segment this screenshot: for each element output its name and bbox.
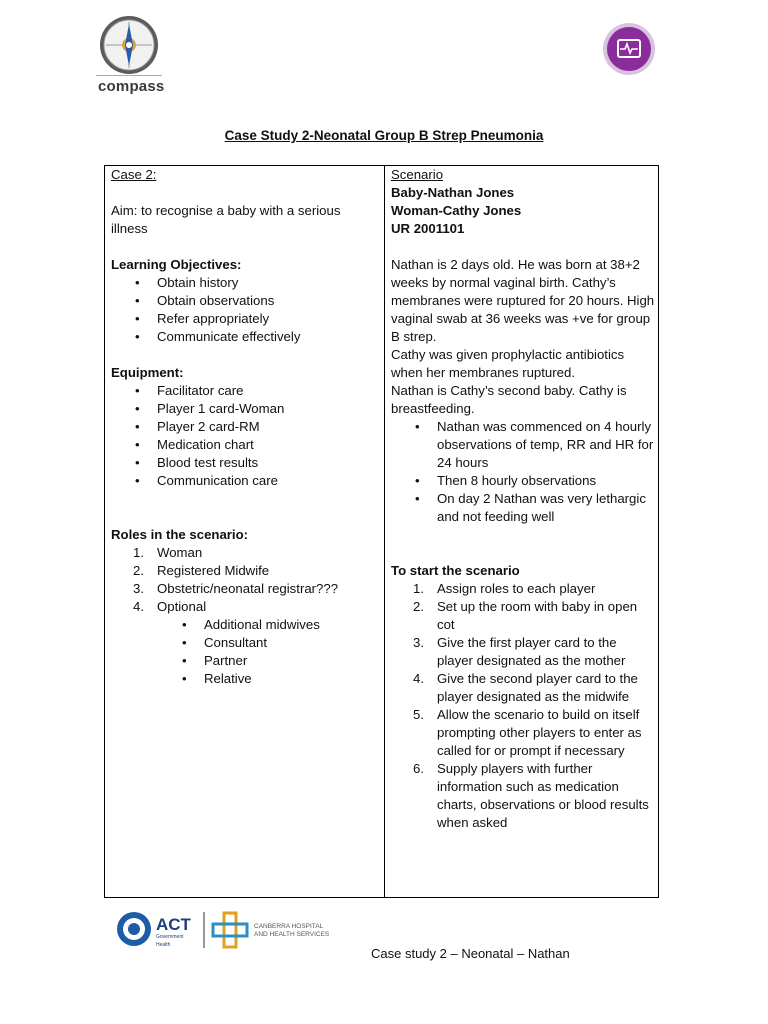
case-table <box>104 165 659 898</box>
list-item: 3. Obstetric/neonatal registrar??? <box>133 581 339 596</box>
list-item: • Partner <box>111 652 379 670</box>
list-item: • Nathan was commenced on 4 hourly observations of temp, RR and HR for 24 hours <box>391 418 656 472</box>
scenario-paragraph: Cathy was given prophylactic antibiotics when her membranes ruptured. <box>391 347 625 380</box>
list-item: 6. Supply players with further information such as medication charts, observations or blood results when asked <box>413 761 649 830</box>
list-item: • Then 8 hourly observations <box>391 472 656 490</box>
right-column <box>391 166 656 832</box>
list-item: 2. Set up the room with baby in open cot <box>413 599 638 632</box>
list-item: 4. Optional <box>133 599 207 614</box>
list-item: • Relative <box>111 670 379 688</box>
scenario-bullets <box>391 418 656 526</box>
scenario-paragraph: Nathan is 2 days old. He was born at 38+2 weeks by normal vaginal birth. Cathy’s membranes were ruptured for 20 hours. High vaginal swab at 36 weeks was +ve for group B strep. <box>391 257 655 344</box>
svg-text:Government: Government <box>156 934 184 940</box>
svg-text:CANBERRA HOSPITAL: CANBERRA HOSPITAL <box>254 923 324 930</box>
equipment-heading: Equipment: <box>111 365 184 380</box>
scenario-label: Scenario <box>391 167 444 182</box>
list-item: 4. Give the second player card to the player designated as the midwife <box>413 671 638 704</box>
list-item: • Communicate effectively <box>111 328 379 346</box>
scenario-paragraph: Nathan is Cathy’s second baby. Cathy is breastfeeding. <box>391 383 627 416</box>
woman-name: Woman-Cathy Jones <box>391 203 522 218</box>
list-item: • Obtain history <box>111 274 379 292</box>
list-item: • Player 2 card-RM <box>111 418 379 436</box>
act-health-logo <box>114 908 354 954</box>
list-item: • Additional midwives <box>111 616 379 634</box>
roles-list <box>111 544 379 616</box>
optional-roles-list <box>111 616 379 688</box>
list-item: 1. Woman <box>133 545 203 560</box>
equipment-list <box>111 382 379 490</box>
list-item: • Facilitator care <box>111 382 379 400</box>
list-item: • Blood test results <box>111 454 379 472</box>
start-steps-list <box>391 580 656 832</box>
baby-name: Baby-Nathan Jones <box>391 185 515 200</box>
list-item: • Player 1 card-Woman <box>111 400 379 418</box>
list-item: 5. Allow the scenario to build on itself prompting other players to enter as called for or prompt if necessary <box>413 707 642 758</box>
start-heading: To start the scenario <box>391 563 520 578</box>
list-item: • Consultant <box>111 634 379 652</box>
case-label: Case 2: <box>111 167 157 182</box>
roles-heading: Roles in the scenario: <box>111 527 249 542</box>
list-item: 1. Assign roles to each player <box>413 581 596 596</box>
heart-monitor-icon <box>602 22 656 76</box>
act-logo-text: ACT <box>156 915 191 934</box>
compass-icon <box>96 14 162 76</box>
list-item: 2. Registered Midwife <box>133 563 270 578</box>
hospital-cross-icon <box>213 913 247 947</box>
list-item: • Refer appropriately <box>111 310 379 328</box>
objectives-heading: Learning Objectives: <box>111 257 242 272</box>
column-divider <box>384 166 385 897</box>
left-column <box>111 166 379 688</box>
footer-logos <box>114 908 354 954</box>
compass-logo <box>96 14 164 96</box>
objectives-list <box>111 274 379 346</box>
list-item: • Communication care <box>111 472 379 490</box>
compass-wordmark: compass <box>98 78 165 95</box>
svg-text:Health: Health <box>156 942 171 948</box>
ur-number: UR 2001101 <box>391 221 465 236</box>
list-item: • Obtain observations <box>111 292 379 310</box>
svg-text:AND HEALTH SERVICES: AND HEALTH SERVICES <box>254 931 330 938</box>
aim-text: Aim: to recognise a baby with a serious illness <box>111 203 341 236</box>
list-item: • Medication chart <box>111 436 379 454</box>
list-item: • On day 2 Nathan was very lethargic and not feeding well <box>391 490 656 526</box>
footer-caption: Case study 2 – Neonatal – Nathan <box>371 946 570 961</box>
list-item: 3. Give the first player card to the player designated as the mother <box>413 635 626 668</box>
document-title: Case Study 2-Neonatal Group B Strep Pneumonia <box>224 128 544 143</box>
